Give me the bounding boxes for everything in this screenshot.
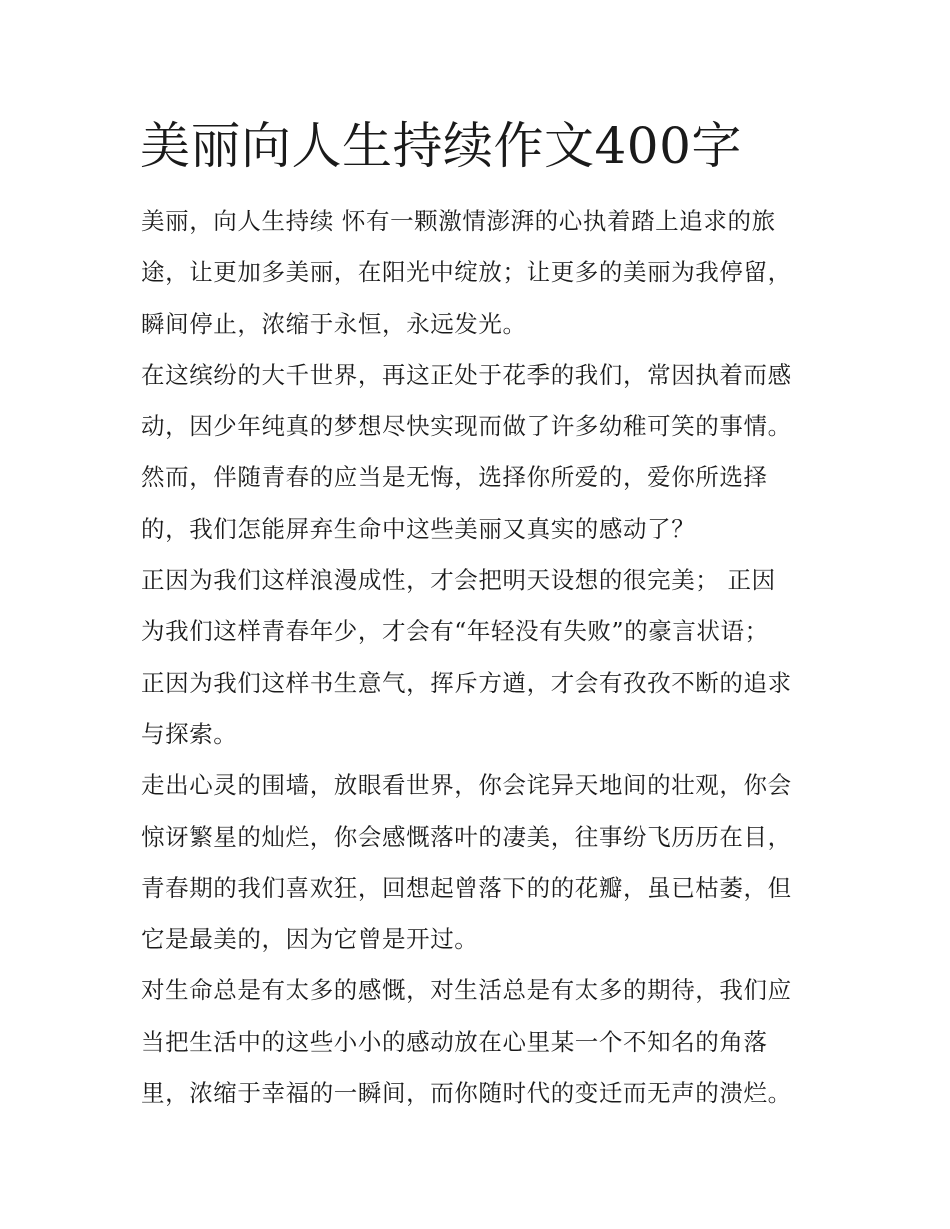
text-line: 动，因少年纯真的梦想尽快实现而做了许多幼稚可笑的事情。 <box>141 412 792 441</box>
text-line: 为我们这样青春年少，才会有“年轻没有失败”的豪言状语； <box>141 617 769 646</box>
text-line: 与探索。 <box>141 719 238 748</box>
text-line: 对生命总是有太多的感慨，对生活总是有太多的期待，我们应 <box>141 976 792 1005</box>
paragraph-4 <box>141 658 821 761</box>
paragraph-5 <box>141 760 821 965</box>
text-line: 惊讶繁星的灿烂，你会感慨落叶的凄美，往事纷飞历历在目， <box>141 822 792 851</box>
document-title: 美丽向人生持续作文400字 <box>140 117 742 175</box>
paragraph-3 <box>141 555 821 658</box>
text-line: 青春期的我们喜欢狂，回想起曾落下的的花瓣，虽已枯萎，但 <box>141 873 792 902</box>
text-line: 在这缤纷的大千世界，再这正处于花季的我们，常因执着而感 <box>141 360 792 389</box>
text-line: 它是最美的，因为它曾是开过。 <box>141 925 479 954</box>
paragraph-1 <box>141 196 821 350</box>
text-line: 途，让更加多美丽，在阳光中绽放；让更多的美丽为我停留， <box>141 258 792 287</box>
text-line: 然而，伴随青春的应当是无悔，选择你所爱的，爱你所选择 <box>141 463 768 492</box>
document-body <box>141 196 821 1119</box>
text-line: 的，我们怎能屏弃生命中这些美丽又真实的感动了？ <box>141 514 696 543</box>
text-line: 当把生活中的这些小小的感动放在心里某一个不知名的角落 <box>141 1027 768 1056</box>
text-line: 里，浓缩于幸福的一瞬间，而你随时代的变迁而无声的溃烂。 <box>141 1079 792 1108</box>
text-line: 走出心灵的围墙，放眼看世界，你会诧异天地间的壮观，你会 <box>141 771 792 800</box>
text-line: 瞬间停止，浓缩于永恒，永远发光。 <box>141 309 527 338</box>
text-line: 正因为我们这样书生意气，挥斥方遒，才会有孜孜不断的追求 <box>141 668 792 697</box>
paragraph-6 <box>141 965 821 1119</box>
text-line: 正因为我们这样浪漫成性，才会把明天设想的很完美； 正因 <box>141 566 776 595</box>
paragraph-2 <box>141 350 821 555</box>
text-line: 美丽，向人生持续 怀有一颗激情澎湃的心执着踏上追求的旅 <box>141 207 776 235</box>
